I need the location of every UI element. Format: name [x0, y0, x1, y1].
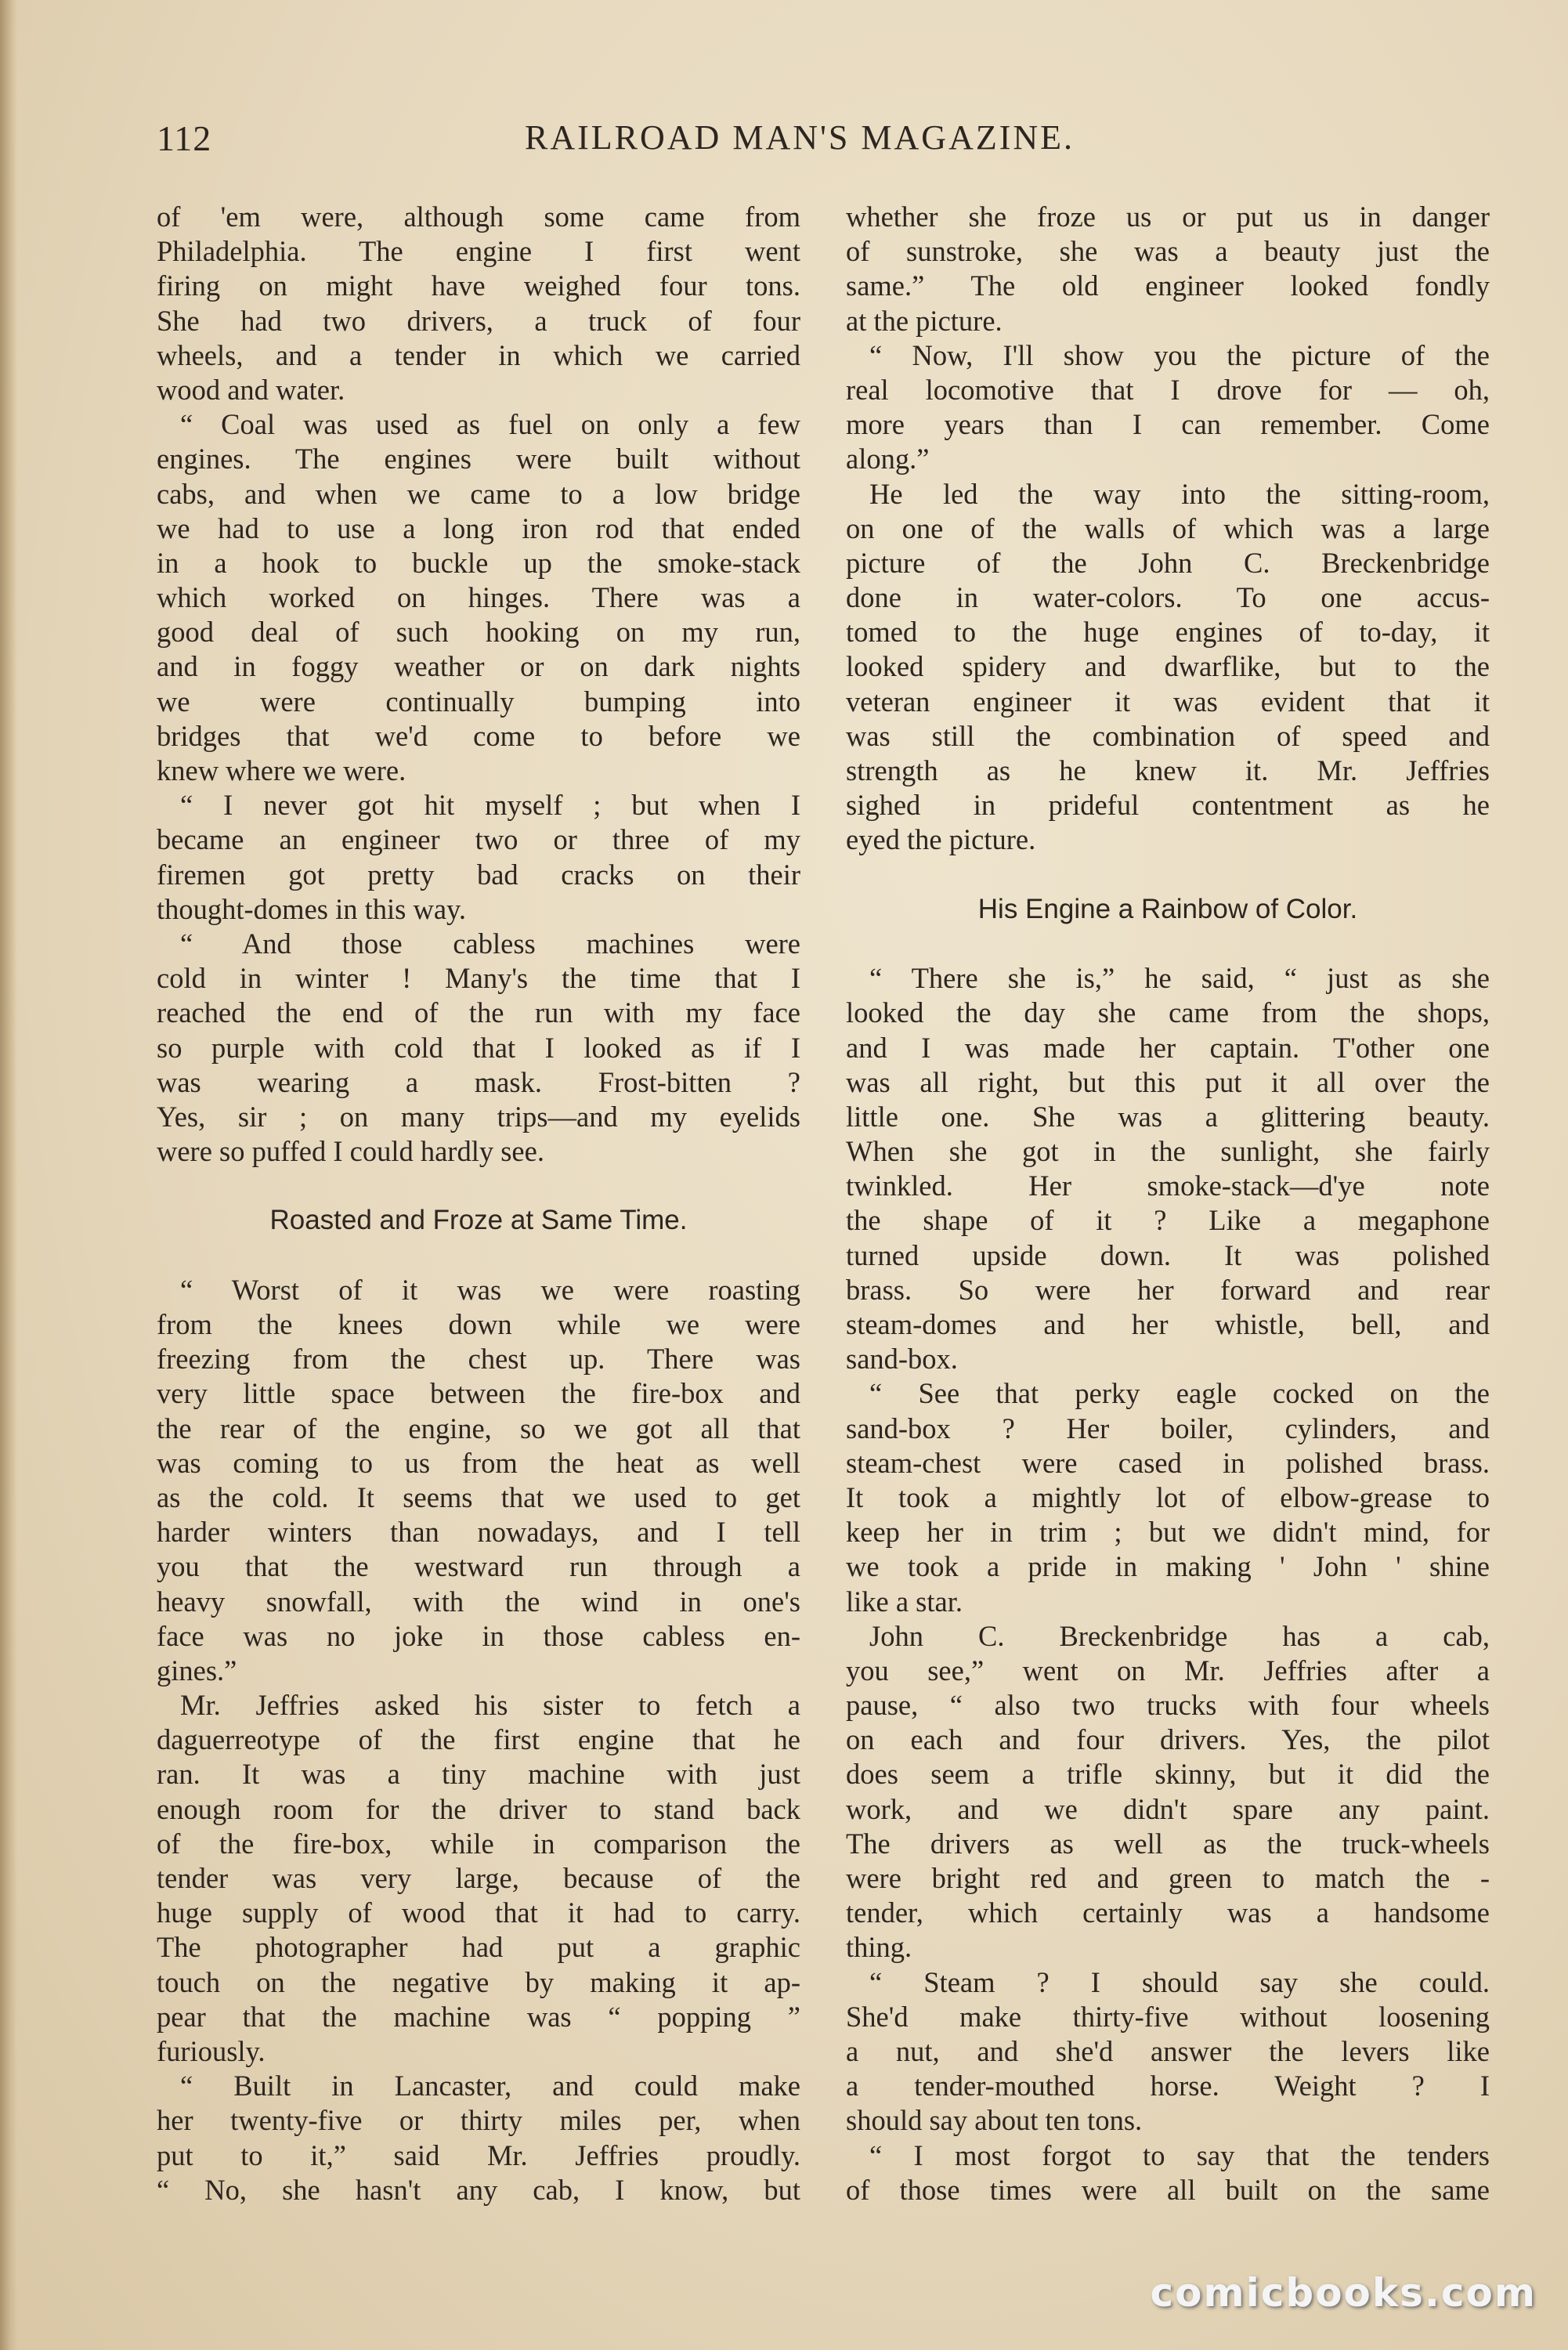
- text-line: the shape of it ? Like a megaphone: [846, 1204, 1490, 1237]
- text-line: touch on the negative by making it ap-: [157, 1965, 800, 1998]
- text-line: you that the westward run through a: [157, 1550, 800, 1583]
- text-line: freezing from the chest up. There was: [157, 1343, 800, 1376]
- text-line: “ Steam ? I should say she could.: [869, 1965, 1490, 1998]
- text-line: furiously.: [157, 2034, 266, 2067]
- text-line: firing on might have weighed four tons.: [157, 269, 800, 302]
- text-line: whether she froze us or put us in danger: [846, 201, 1490, 233]
- text-line: a nut, and she'd answer the levers like: [846, 2034, 1490, 2067]
- blank-line: [846, 927, 1490, 961]
- text-line: Mr. Jeffries asked his sister to fetch a: [180, 1689, 800, 1722]
- text-line: on each and four drivers. Yes, the pilot: [846, 1723, 1490, 1756]
- text-line: She had two drivers, a truck of four: [157, 304, 800, 337]
- text-line: little one. She was a glittering beauty.: [846, 1100, 1490, 1133]
- text-line: cold in winter ! Many's the time that I: [157, 962, 800, 995]
- site-watermark: comicbooks.com: [1150, 2270, 1537, 2316]
- text-line: turned upside down. It was polished: [846, 1238, 1490, 1271]
- text-line: along.”: [846, 443, 930, 475]
- text-line: sighed in prideful contentment as he: [846, 789, 1490, 822]
- text-line: “ Now, I'll show you the picture of the: [869, 338, 1490, 371]
- text-line: steam-chest were cased in polished brass.: [846, 1446, 1490, 1479]
- text-line: strength as he knew it. Mr. Jeffries: [846, 754, 1490, 786]
- blank-line: [846, 858, 1490, 892]
- text-line: done in water-colors. To one accus-: [846, 581, 1490, 614]
- section-heading: His Engine a Rainbow of Color.: [977, 893, 1358, 924]
- text-line: She'd make thirty-five without loosening: [846, 2000, 1490, 2033]
- text-line: was wearing a mask. Frost-bitten ?: [157, 1065, 800, 1098]
- text-line: like a star.: [846, 1585, 963, 1618]
- text-line: put to it,” said Mr. Jeffries proudly.: [157, 2138, 800, 2171]
- text-line: of 'em were, although some came from: [157, 201, 800, 233]
- text-line: “ See that perky eagle cocked on the: [869, 1377, 1490, 1410]
- text-line: we had to use a long iron rod that ended: [157, 512, 800, 544]
- text-line: enough room for the driver to stand back: [157, 1792, 800, 1825]
- text-line: He led the way into the sitting-room,: [869, 477, 1490, 510]
- text-line: keep her in trim ; but we didn't mind, for: [846, 1516, 1490, 1549]
- text-line: thing.: [846, 1931, 912, 1964]
- text-line: When she got in the sunlight, she fairly: [846, 1135, 1490, 1168]
- text-line: knew where we were.: [157, 754, 406, 786]
- text-line: work, and we didn't spare any paint.: [846, 1792, 1490, 1825]
- text-line: were bright red and green to match the -: [846, 1862, 1490, 1894]
- text-line: tender was very large, because of the: [157, 1862, 800, 1894]
- text-line: “ I most forgot to say that the tenders: [869, 2138, 1490, 2171]
- text-line: in a hook to buckle up the smoke-stack: [157, 546, 800, 579]
- text-line: pear that the machine was “ popping ”: [157, 2000, 800, 2033]
- text-line: from the knees down while we were: [157, 1308, 800, 1340]
- text-line: should say about ten tons.: [846, 2104, 1143, 2137]
- text-line: of the fire-box, while in comparison the: [157, 1827, 800, 1860]
- text-line: engines. The engines were built without: [157, 443, 800, 475]
- page-number: 112: [157, 118, 212, 158]
- text-line: of sunstroke, she was a beauty just the: [846, 235, 1490, 268]
- right-text-column: [846, 200, 1490, 2207]
- text-line: bridges that we'd come to before we: [157, 719, 800, 752]
- text-line: wheels, and a tender in which we carried: [157, 338, 800, 371]
- left-text-column: [157, 200, 800, 2207]
- text-line: we took a pride in making ' John ' shine: [846, 1550, 1490, 1583]
- text-line: gines.”: [157, 1654, 237, 1687]
- text-line: a tender-mouthed horse. Weight ? I: [846, 2070, 1490, 2102]
- text-line: The drivers as well as the truck-wheels: [846, 1827, 1490, 1860]
- text-line: It took a mightly lot of elbow-grease to: [846, 1480, 1490, 1513]
- text-line: The photographer had put a graphic: [157, 1931, 800, 1964]
- text-line: huge supply of wood that it had to carry.: [157, 1896, 800, 1929]
- text-line: “ No, she hasn't any cab, I know, but: [157, 2173, 800, 2206]
- text-line: veteran engineer it was evident that it: [846, 685, 1490, 718]
- page-header: [157, 118, 1504, 164]
- text-line: were so puffed I could hardly see.: [157, 1135, 544, 1168]
- text-line: “ Built in Lancaster, and could make: [180, 2070, 800, 2102]
- text-line: brass. So were her forward and rear: [846, 1273, 1490, 1306]
- blank-line: [157, 1238, 800, 1273]
- text-line: eyed the picture.: [846, 823, 1036, 856]
- text-line: picture of the John C. Breckenbridge: [846, 546, 1490, 579]
- text-line: as the cold. It seems that we used to get: [157, 1480, 800, 1513]
- text-line: looked spidery and dwarflike, but to the: [846, 650, 1490, 683]
- text-line: was still the combination of speed and: [846, 719, 1490, 752]
- text-line: very little space between the fire-box and: [157, 1377, 800, 1410]
- text-line: we were continually bumping into: [157, 685, 800, 718]
- text-line: Yes, sir ; on many trips—and my eyelids: [157, 1100, 800, 1133]
- text-line: “ Coal was used as fuel on only a few: [180, 408, 800, 441]
- text-line: pause, “ also two trucks with four wheels: [846, 1689, 1490, 1722]
- text-line: steam-domes and her whistle, bell, and: [846, 1308, 1490, 1340]
- text-line: “ And those cabless machines were: [180, 927, 800, 960]
- text-line: same.” The old engineer looked fondly: [846, 269, 1490, 302]
- text-line: Philadelphia. The engine I first went: [157, 235, 800, 268]
- text-line: “ There she is,” he said, “ just as she: [869, 962, 1490, 995]
- text-line: daguerreotype of the first engine that he: [157, 1723, 800, 1756]
- text-line: which worked on hinges. There was a: [157, 581, 800, 614]
- text-line: you see,” went on Mr. Jeffries after a: [846, 1654, 1490, 1687]
- text-line: her twenty-five or thirty miles per, when: [157, 2104, 800, 2137]
- text-line: was coming to us from the heat as well: [157, 1446, 800, 1479]
- text-line: wood and water.: [157, 373, 345, 406]
- text-line: “ I never got hit myself ; but when I: [180, 789, 800, 822]
- section-heading: Roasted and Froze at Same Time.: [269, 1205, 688, 1236]
- text-line: face was no joke in those cabless en-: [157, 1619, 800, 1652]
- text-line: of those times were all built on the same: [846, 2173, 1490, 2206]
- text-line: good deal of such hooking on my run,: [157, 616, 800, 649]
- text-line: tomed to the huge engines of to-day, it: [846, 616, 1490, 649]
- text-line: harder winters than nowadays, and I tell: [157, 1516, 800, 1549]
- text-line: firemen got pretty bad cracks on their: [157, 858, 800, 891]
- text-line: sand-box.: [846, 1343, 958, 1376]
- text-line: at the picture.: [846, 304, 1003, 337]
- text-line: cabs, and when we came to a low bridge: [157, 477, 800, 510]
- blank-line: [157, 1169, 800, 1203]
- text-line: John C. Breckenbridge has a cab,: [869, 1619, 1490, 1652]
- text-line: became an engineer two or three of my: [157, 823, 800, 856]
- page-spine-edge: [0, 0, 17, 2350]
- text-line: more years than I can remember. Come: [846, 408, 1490, 441]
- text-line: was all right, but this put it all over the: [846, 1065, 1490, 1098]
- text-line: and in foggy weather or on dark nights: [157, 650, 800, 683]
- text-line: tender, which certainly was a handsome: [846, 1896, 1490, 1929]
- text-line: the rear of the engine, so we got all that: [157, 1412, 800, 1444]
- text-line: on one of the walls of which was a large: [846, 512, 1490, 544]
- text-line: looked the day she came from the shops,: [846, 996, 1490, 1029]
- text-line: ran. It was a tiny machine with just: [157, 1758, 800, 1791]
- running-title: RAILROAD MAN'S MAGAZINE.: [525, 118, 1075, 157]
- text-line: reached the end of the run with my face: [157, 996, 800, 1029]
- text-line: real locomotive that I drove for — oh,: [846, 373, 1490, 406]
- text-line: so purple with cold that I looked as if I: [157, 1031, 800, 1064]
- text-line: heavy snowfall, with the wind in one's: [157, 1585, 800, 1618]
- text-line: does seem a trifle skinny, but it did the: [846, 1758, 1490, 1791]
- text-line: “ Worst of it was we were roasting: [180, 1273, 800, 1306]
- text-line: sand-box ? Her boiler, cylinders, and: [846, 1412, 1490, 1444]
- text-line: thought-domes in this way.: [157, 892, 467, 925]
- text-line: twinkled. Her smoke-stack—d'ye note: [846, 1170, 1490, 1202]
- text-line: and I was made her captain. T'other one: [846, 1031, 1490, 1064]
